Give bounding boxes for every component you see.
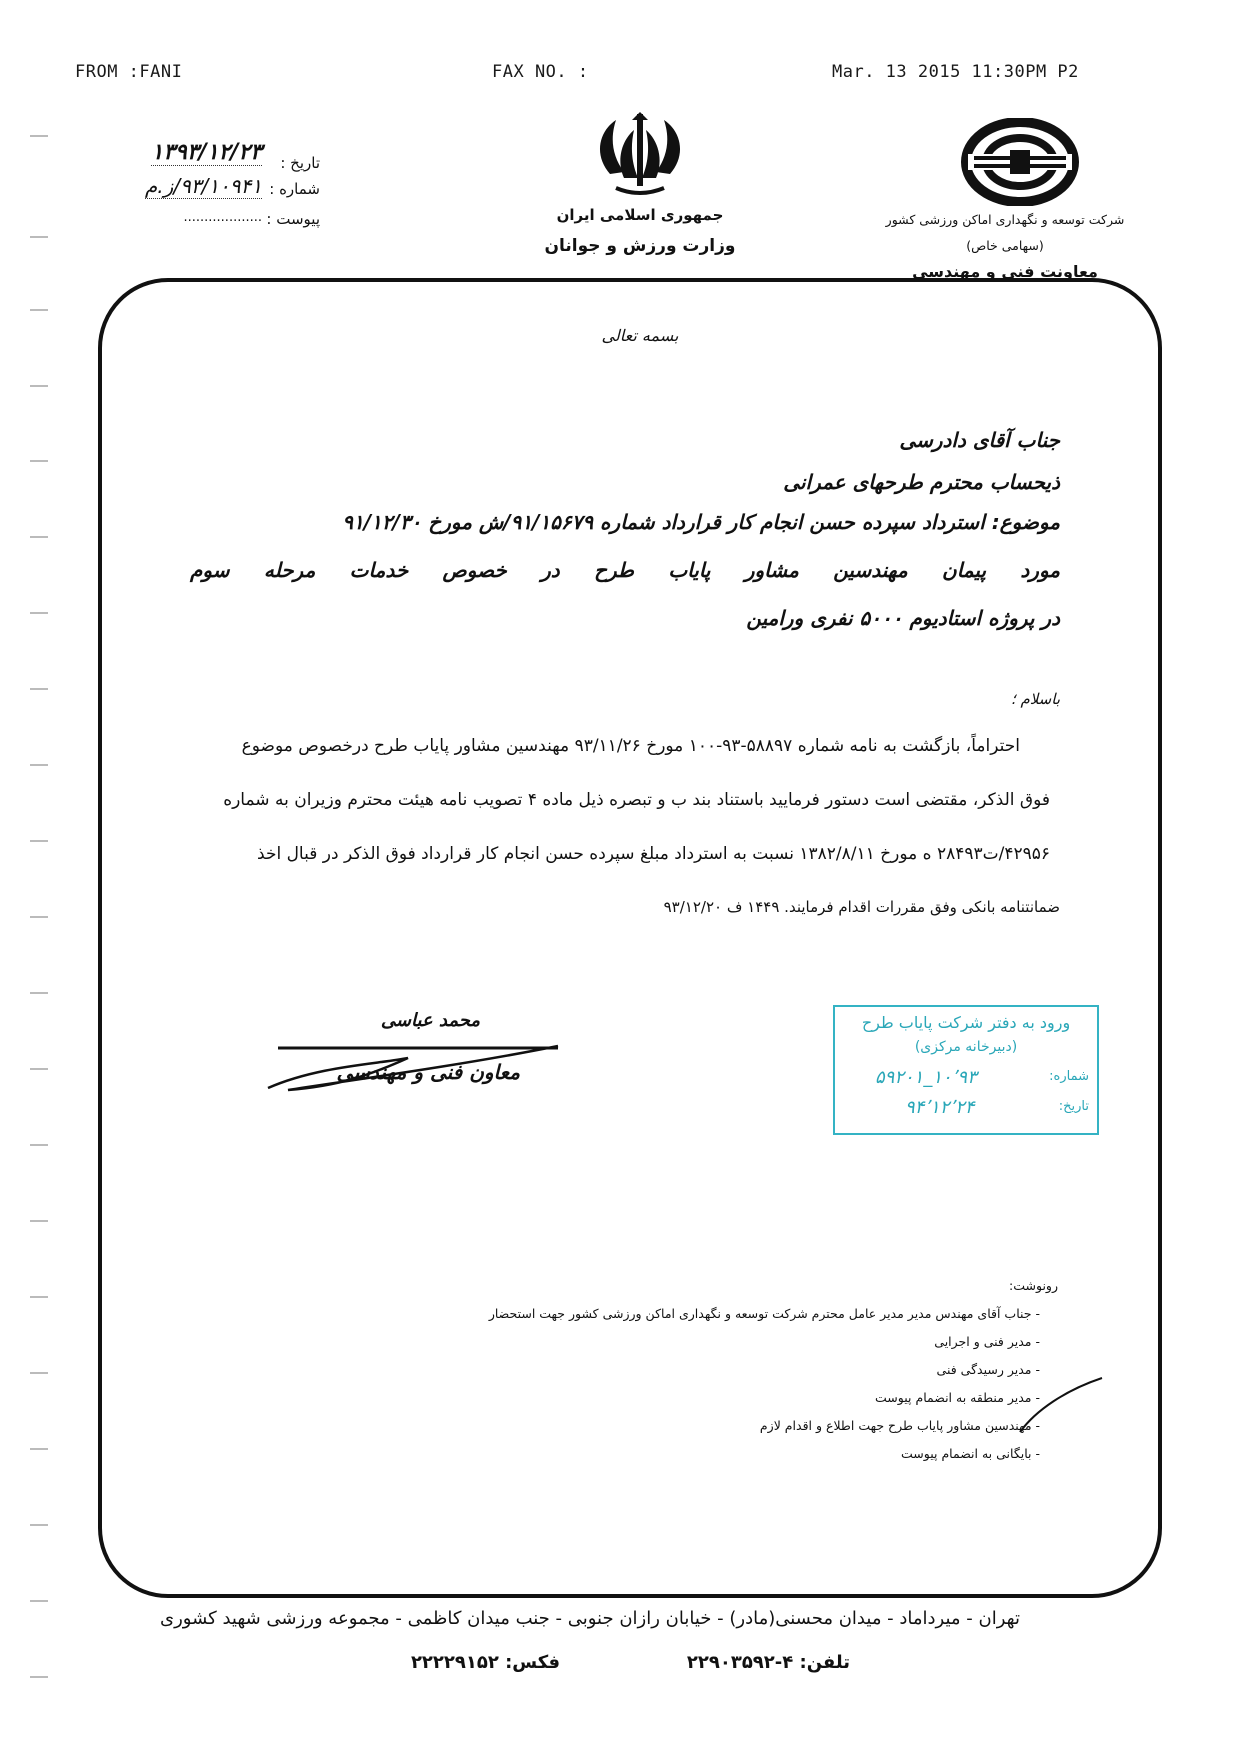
body-line-4: ضمانتنامه بانکی وفق مقررات اقدام فرمایند. ۱۴۴۹ ف ۹۳/۱۲/۲۰ (663, 898, 1060, 916)
stamp-number-value: ۱۰٬۹۳_۵۹۲۰۱ (875, 1067, 977, 1088)
cc-pen-mark (1016, 1370, 1106, 1440)
fax-from: FROM :FANI (75, 62, 183, 82)
cc-item: - مهندسین مشاور پایاب طرح جهت اطلاع و اقدام لازم (759, 1418, 1040, 1433)
received-stamp (833, 1005, 1099, 1135)
attachment-value: ................... (183, 210, 262, 225)
cc-list (440, 1300, 1040, 1468)
addressee-name: جناب آقای دادرسی (899, 428, 1060, 452)
cc-item: - مدیر منطقه به انضمام پیوست (875, 1390, 1040, 1405)
invocation: بسمه تعالی (601, 326, 679, 345)
footer-address: تهران - میرداماد - میدان محسنی(مادر) - خیابان رازان جنوبی - جنب میدان کاظمی - مجموعه ورزشی شهید کشوری (160, 1608, 1020, 1629)
addressee-title: ذیحساب محترم طرحهای عمرانی (783, 470, 1060, 494)
cc-title: رونوشت: (1009, 1278, 1058, 1293)
subject-line-1: موضوع: استرداد سپرده حسن انجام کار قرارداد شماره ۹۱/۱۵۶۷۹/ش مورخ ۹۱/۱۲/۳۰ (342, 510, 1060, 534)
fax-number-label: FAX NO. : (492, 62, 589, 82)
cc-item: - مدیر فنی و اجرایی (934, 1334, 1040, 1349)
cc-item: - جناب آقای مهندس مدیر مدیر عامل محترم شرکت توسعه و نگهداری اماکن ورزشی کشور جهت استحضار (488, 1306, 1040, 1321)
department-name: معاونت فنی و مهندسی (912, 262, 1098, 281)
footer-fax: فکس: ۲۲۲۲۹۱۵۲ (410, 1652, 560, 1673)
cc-item: - بایگانی به انضمام پیوست (901, 1446, 1040, 1461)
letter-meta (60, 140, 320, 232)
date-label: تاریخ : (280, 154, 320, 172)
signer-name: محمد عباسی (380, 1010, 480, 1031)
company-type: (سهامی خاص) (966, 238, 1044, 253)
number-label: شماره : (269, 180, 320, 198)
ministry-name: وزارت ورزش و جوانان (544, 236, 736, 256)
body-line-2: فوق الذکر، مقتضی است دستور فرمایید باستناد بند ب و تبصره ذیل ماده ۴ تصویب نامه هیئت محترم وزیران به شماره (223, 790, 1050, 810)
subject-line-3: در پروژه استادیوم ۵۰۰۰ نفری ورامین (746, 606, 1060, 630)
body-line-3: ۴۲۹۵۶/ت۲۸۴۹۳ ه مورخ ۱۳۸۲/۸/۱۱ نسبت به استرداد مبلغ سپرده حسن انجام کار قرارداد فوق الذکر در قبال اخذ (257, 844, 1050, 864)
company-name: شرکت توسعه و نگهداری اماکن ورزشی کشور (885, 212, 1125, 227)
attachment-label: پیوست : (266, 210, 320, 228)
subject-line-2: مورد پیمان مهندسین مشاور پایاب طرح در خصوص خدمات مرحله سوم (190, 558, 1060, 582)
fax-datetime: Mar. 13 2015 11:30PM P2 (832, 62, 1079, 82)
signer-title: معاون فنی و مهندسی (336, 1060, 520, 1084)
stamp-date-value: ۹۴٬۱۲٬۲۴ (905, 1097, 975, 1118)
footer-phone: تلفن: ۴-۲۲۹۰۳۵۹۲ (686, 1652, 850, 1673)
date-value: ۱۳۹۳/۱۲/۲۳ (151, 140, 262, 165)
stamp-subtitle: (دبیرخانه مرکزی) (914, 1039, 1018, 1055)
iran-emblem-icon (592, 112, 688, 200)
company-logo-icon (960, 118, 1080, 206)
body-line-1: احتراماً، بازگشت به نامه شماره ۵۸۸۹۷-۹۳-۱۰۰ مورخ ۹۳/۱۱/۲۶ مهندسین مشاور پایاب طرح درخصوص موضوع (241, 736, 1020, 756)
stamp-number-label: شماره: (1049, 1069, 1089, 1084)
cc-item: - مدیر رسیدگی فنی (936, 1362, 1040, 1377)
number-value: ۹۳/۱۰۹۴۱/ز.م (144, 174, 262, 198)
country-name: جمهوری اسلامی ایران (556, 206, 724, 224)
stamp-date-label: تاریخ: (1058, 1099, 1089, 1114)
greeting: باسلام ؛ (1010, 690, 1060, 708)
stamp-title: ورود به دفتر شرکت پایاب طرح (861, 1013, 1071, 1032)
